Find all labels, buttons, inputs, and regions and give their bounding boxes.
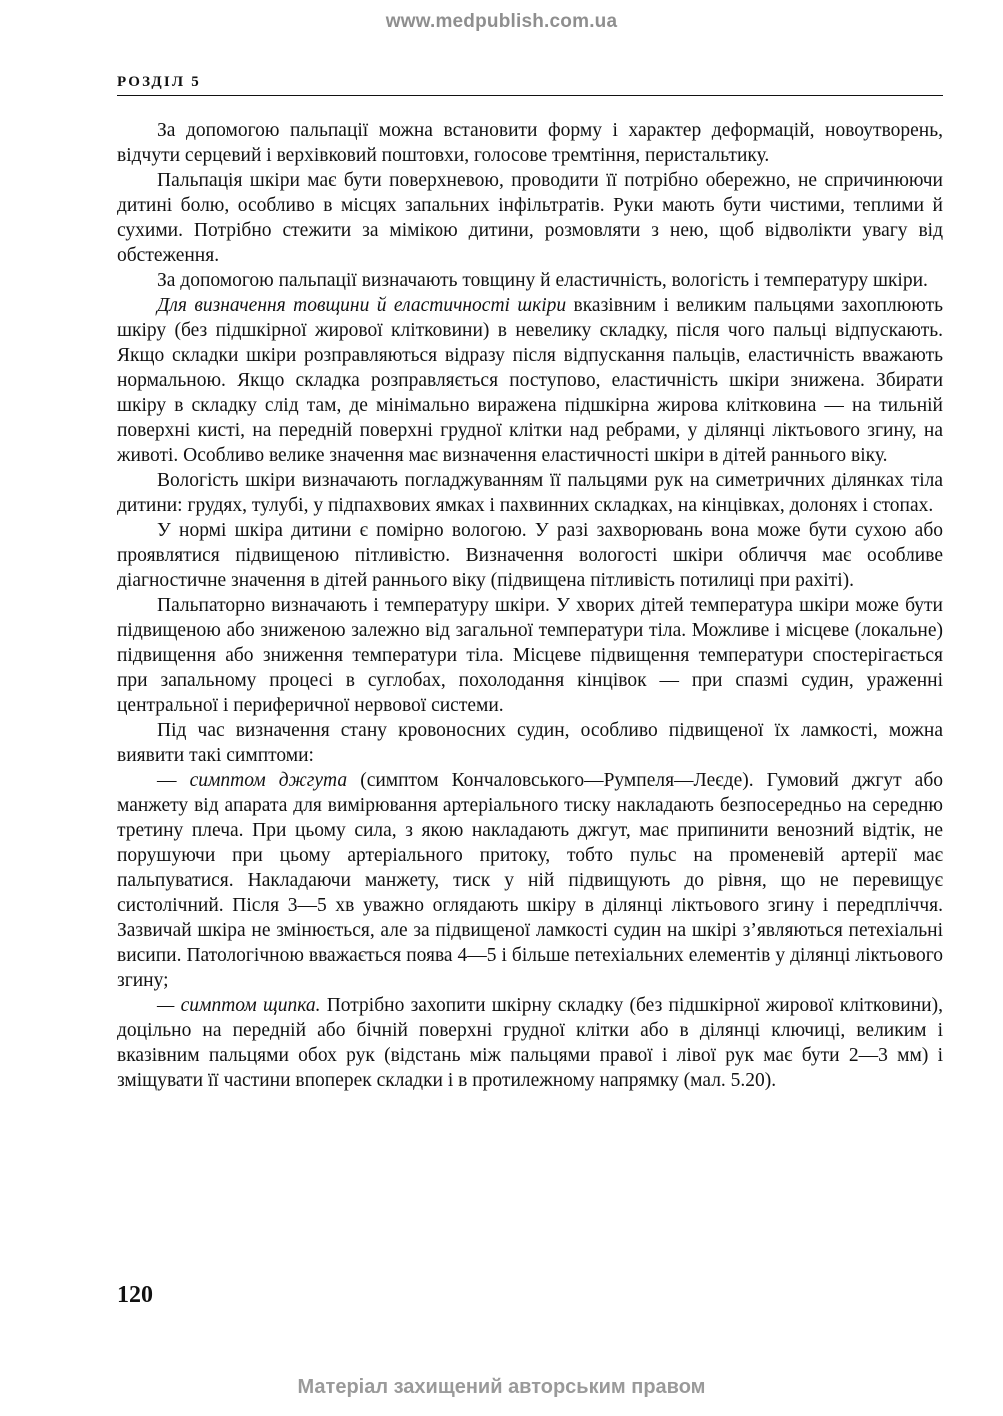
tourniquet-text: (симптом Кончаловського—Румпеля—Леєде). Гумовий джгут або манжету від апарата для вимірювання артеріального тиску накладають безпосередньо на середню третину плеча. При цьому сила, з якою накладають джгут, має припинити венозний відтік, не порушуючи при цьому артеріального притоку, тобто пульс на променевій артерії має пальпуватися. Накладаючи манжету, тиск у ній підвищують до рівня, що не перевищує систолічний. Після 3—5 хв уважно оглядають шкіру в ділянці ліктьового згину і передпліччя. Зазвичай шкіра не змінюється, але за підвищеної ламкості судин на шкірі з’являються петехіальні висипи. Патологічною вважається поява 4—5 і більше петехіальних елементів у ділянці ліктьового згину;	[117, 770, 943, 991]
paragraph-pinch-symptom	[117, 993, 943, 1093]
paragraph-tourniquet-symptom	[117, 768, 943, 993]
paragraph-temperature: Пальпаторно визначають і температуру шкіри. У хворих дітей температура шкіри може бути підвищеною або зниженою залежно від загальної температури тіла. Можливе і місцеве (локальне) підвищення або зниження температури тіла. Місцеве підвищення температури спостерігається при запальному процесі в суглобах, похолодання кінцівок — при спазмі судин, ураженні центральної і периферичної нервової системи.	[117, 595, 943, 716]
elasticity-term: Для визначення товщини й еластичності шкіри	[157, 295, 567, 316]
watermark-top: www.medpublish.com.ua	[385, 11, 618, 32]
body-text	[117, 118, 943, 1093]
pinch-term: — симптом щипка.	[157, 995, 321, 1016]
paragraph-palpation-intro: За допомогою пальпації можна встановити форму і характер деформацій, новоутворень, відчути серцевий і верхівковий поштовхи, голосове тремтіння, перистальтику.	[117, 120, 943, 166]
elasticity-text: вказівним і великим пальцями захоплюють шкіру (без підшкірної жирової клітковини) в невелику складку, після чого пальці відпускають. Якщо складки шкіри розправляються відразу після відпускання пальців, еластичність вважають нормальною. Якщо складка розправляється поступово, еластичність шкіри знижена. Збирати шкіру в складку слід там, де мінімально виражена підшкірна жирова клітковина — на тильній поверхні кисті, на передній поверхні грудної клітки над ребрами, у ділянці ліктьового згину, на животі. Особливо велике значення має визначення еластичності шкіри в дітей раннього віку.	[117, 295, 943, 466]
watermark-bottom: Матеріал захищений авторським правом	[297, 1376, 706, 1398]
paragraph-normal-skin: У нормі шкіра дитини є помірно вологою. У разі захворювань вона може бути сухою або проявлятися підвищеною пітливістю. Визначення вологості шкіри обличчя має особливе діагностичне значення в дітей раннього віку (підвищена пітливість потилиці при рахіті).	[117, 520, 943, 591]
paragraph-vessels: Під час визначення стану кровоносних судин, особливо підвищеної їх ламкості, можна виявити такі симптоми:	[117, 720, 943, 766]
paragraph-elasticity	[117, 293, 943, 468]
running-head	[117, 73, 943, 96]
paragraph-moisture: Вологість шкіри визначають погладжуванням її пальцями рук на симетричних ділянках тіла дитини: грудях, тулубі, у підпахвових ямках і пахвинних складках, на кінцівках, долонях і стопах.	[117, 470, 943, 516]
page-number: 120	[117, 1282, 153, 1308]
paragraph-palpation-determines: За допомогою пальпації визначають товщину й еластичність, вологість і температуру шкіри.	[157, 270, 928, 291]
tourniquet-dash: —	[157, 770, 190, 791]
section-label: РОЗДІЛ 5	[117, 74, 201, 90]
paragraph-skin-palpation: Пальпація шкіри має бути поверхневою, проводити її потрібно обережно, не спричинюючи дитині болю, особливо в місцях запальних інфільтратів. Руки мають бути чистими, теплими й сухими. Потрібно стежити за мімікою дитини, розмовляти з нею, щоб відволікти увагу від обстеження.	[117, 170, 943, 266]
pinch-text: Потрібно захопити шкірну складку (без підшкірної жирової клітковини), доцільно на передній або бічній поверхні грудної клітки або в ділянці ключиці, великим і вказівним пальцями обох рук (відстань між пальцями правої і лівої рук має бути 2—3 мм) і зміщувати її частини впоперек складки і в протилежному напрямку (мал. 5.20).	[117, 995, 943, 1091]
tourniquet-term: симптом джгута	[189, 770, 348, 791]
